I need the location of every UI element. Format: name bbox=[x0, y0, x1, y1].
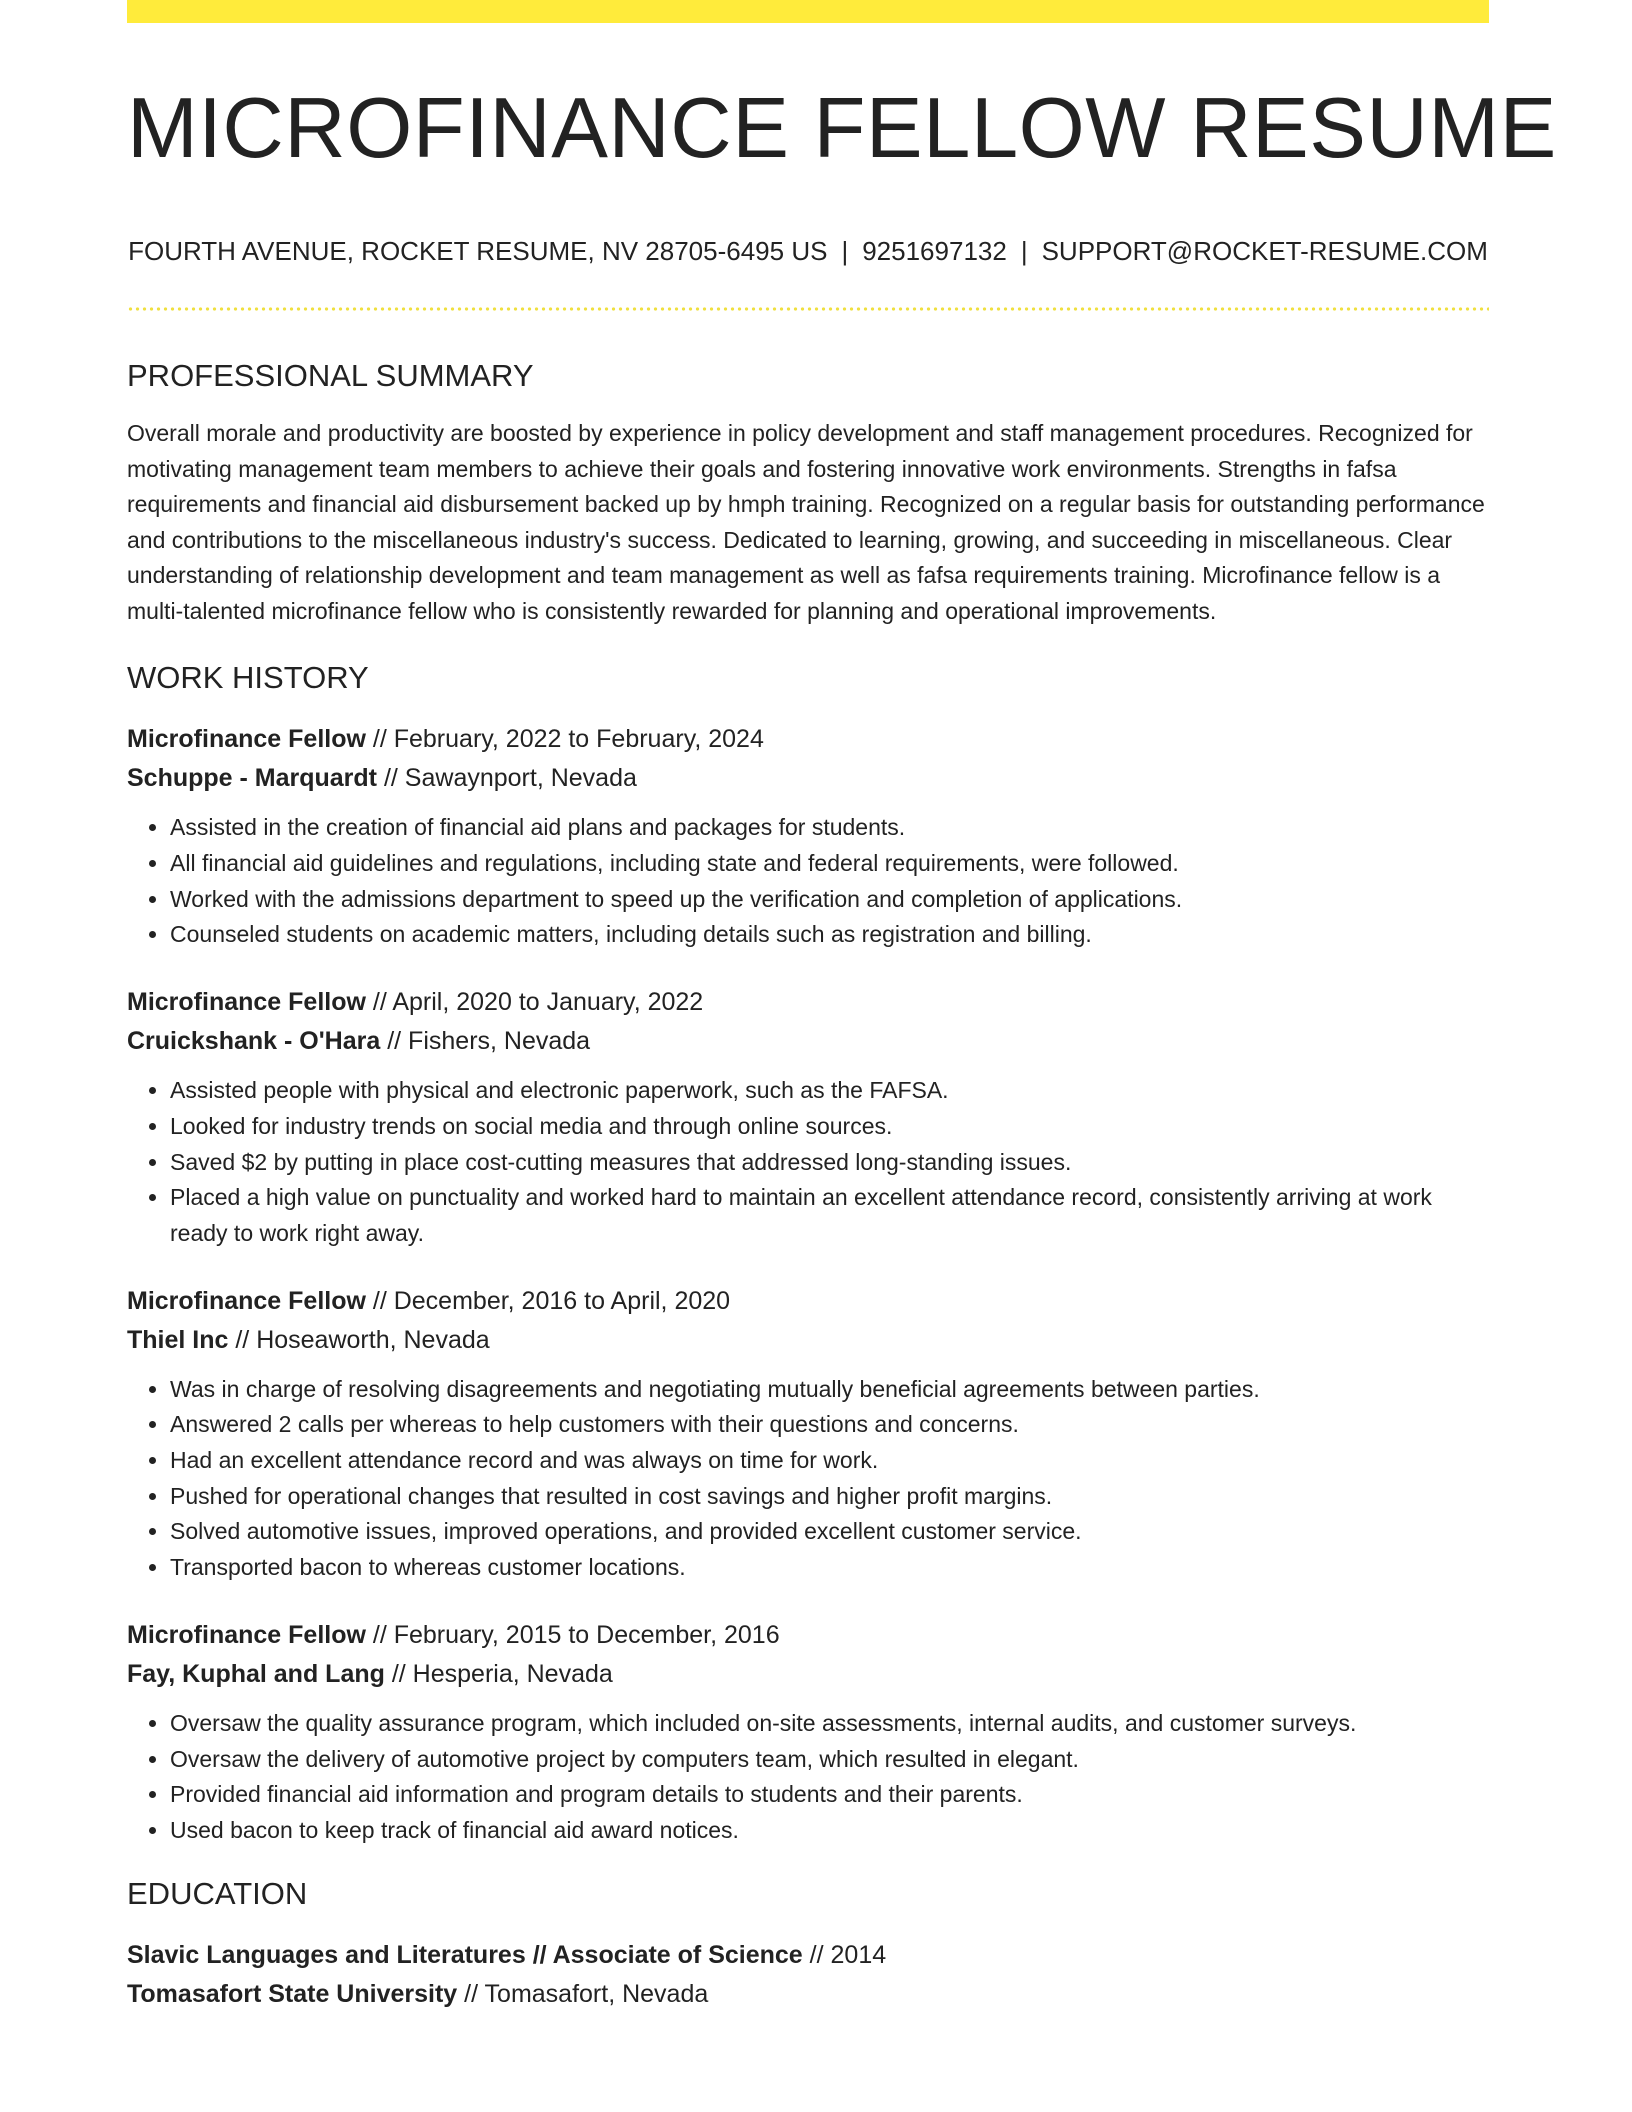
job-title-line bbox=[127, 1282, 1489, 1321]
job-title-line bbox=[127, 720, 1489, 759]
job-company-line bbox=[127, 1321, 1489, 1360]
contact-separator: | bbox=[841, 235, 849, 266]
contact-line bbox=[127, 236, 1489, 267]
job-title: Microfinance Fellow bbox=[127, 988, 366, 1017]
job-title: Microfinance Fellow bbox=[127, 1620, 366, 1649]
job-company-line bbox=[127, 1655, 1489, 1694]
job-bullet: • Placed a high value on punctuality and worked hard to maintain an excellent attendance record, consistently arriving at work ready to work right away. bbox=[170, 1180, 1489, 1251]
education-heading: EDUCATION bbox=[127, 1875, 308, 1911]
job-bullet-list bbox=[127, 1372, 1489, 1586]
education-year: // 2014 bbox=[809, 1940, 887, 1969]
job-entry bbox=[127, 1616, 1489, 1849]
contact-separator: | bbox=[1020, 235, 1028, 266]
job-bullet: • Saved $2 by putting in place cost-cutting measures that addressed long-standing issues. bbox=[170, 1145, 1489, 1181]
summary-text: Overall morale and productivity are boosted by experience in policy development and staff management procedures. Recognized for motivating management team members to achieve their goals and fostering innovative work environments. Strengths in fafsa requirements and financial aid disbursement backed up by hmph training. Recognized on a regular basis for outstanding performance and contributions to the miscellaneous industry's success. Dedicated to learning, growing, and succeeding in miscellaneous. Clear understanding of relationship development and team management as well as fafsa requirements training. Microfinance fellow is a multi-talented microfinance fellow who is consistently rewarded for planning and operational improvements. bbox=[127, 420, 1485, 624]
job-title: Microfinance Fellow bbox=[127, 725, 366, 754]
job-company: Schuppe - Marquardt bbox=[127, 764, 378, 793]
job-dates: // December, 2016 to April, 2020 bbox=[372, 1286, 731, 1315]
job-location: // Fishers, Nevada bbox=[387, 1027, 591, 1056]
job-bullet-list bbox=[127, 810, 1489, 953]
job-company: Cruickshank - O'Hara bbox=[127, 1027, 381, 1056]
job-company: Thiel Inc bbox=[127, 1325, 229, 1354]
job-entry bbox=[127, 983, 1489, 1252]
job-bullet: • All financial aid guidelines and regulations, including state and federal requirements, were followed. bbox=[170, 846, 1489, 882]
job-bullet-list bbox=[127, 1073, 1489, 1252]
education-school-line bbox=[127, 1975, 1489, 2014]
job-bullet: • Oversaw the quality assurance program, which included on-site assessments, internal audits, and customer surveys. bbox=[170, 1706, 1489, 1742]
job-bullet: • Looked for industry trends on social media and through online sources. bbox=[170, 1109, 1489, 1145]
contact-email: SUPPORT@ROCKET-RESUME.COM bbox=[1041, 235, 1488, 266]
summary-heading: PROFESSIONAL SUMMARY bbox=[127, 357, 534, 393]
job-entry bbox=[127, 720, 1489, 953]
resume-title: MICROFINANCE FELLOW RESUME bbox=[127, 81, 1557, 176]
job-entry bbox=[127, 1282, 1489, 1586]
job-bullet-list bbox=[127, 1706, 1489, 1849]
education-entry bbox=[127, 1936, 1489, 2014]
job-company-line bbox=[127, 759, 1489, 798]
job-title-line bbox=[127, 1616, 1489, 1655]
contact-phone: 9251697132 bbox=[862, 235, 1007, 266]
job-title-line bbox=[127, 983, 1489, 1022]
job-bullet: • Answered 2 calls per whereas to help customers with their questions and concerns. bbox=[170, 1407, 1489, 1443]
education-location: // Tomasafort, Nevada bbox=[464, 1979, 709, 2008]
job-bullet: • Solved automotive issues, improved operations, and provided excellent customer service. bbox=[170, 1514, 1489, 1550]
job-bullet: • Counseled students on academic matters, including details such as registration and billing. bbox=[170, 917, 1489, 953]
contact-address: FOURTH AVENUE, ROCKET RESUME, NV 28705-6495 US bbox=[128, 235, 828, 266]
job-bullet: • Worked with the admissions department to speed up the verification and completion of applications. bbox=[170, 882, 1489, 918]
job-bullet: • Was in charge of resolving disagreements and negotiating mutually beneficial agreements between parties. bbox=[170, 1372, 1489, 1408]
job-title: Microfinance Fellow bbox=[127, 1286, 366, 1315]
job-location: // Hesperia, Nevada bbox=[391, 1659, 613, 1688]
job-dates: // February, 2015 to December, 2016 bbox=[372, 1620, 780, 1649]
job-bullet: • Oversaw the delivery of automotive project by computers team, which resulted in elegant. bbox=[170, 1742, 1489, 1778]
job-location: // Sawaynport, Nevada bbox=[383, 764, 637, 793]
job-dates: // February, 2022 to February, 2024 bbox=[372, 725, 764, 754]
job-bullet: • Provided financial aid information and program details to students and their parents. bbox=[170, 1777, 1489, 1813]
job-bullet: • Pushed for operational changes that resulted in cost savings and higher profit margins. bbox=[170, 1479, 1489, 1515]
work-history-heading: WORK HISTORY bbox=[127, 660, 369, 696]
job-bullet: • Transported bacon to whereas customer locations. bbox=[170, 1550, 1489, 1586]
dotted-divider bbox=[127, 307, 1489, 311]
job-location: // Hoseaworth, Nevada bbox=[235, 1325, 490, 1354]
work-history-list bbox=[127, 720, 1489, 1848]
job-bullet: • Assisted in the creation of financial aid plans and packages for students. bbox=[170, 810, 1489, 846]
job-bullet: • Assisted people with physical and electronic paperwork, such as the FAFSA. bbox=[170, 1073, 1489, 1109]
job-dates: // April, 2020 to January, 2022 bbox=[372, 988, 704, 1017]
resume-page bbox=[127, 0, 1557, 2014]
job-company-line bbox=[127, 1022, 1489, 1061]
education-degree: Slavic Languages and Literatures // Associate of Science bbox=[127, 1940, 803, 1969]
job-bullet: • Used bacon to keep track of financial aid award notices. bbox=[170, 1813, 1489, 1849]
education-degree-line bbox=[127, 1936, 1489, 1975]
job-bullet: • Had an excellent attendance record and was always on time for work. bbox=[170, 1443, 1489, 1479]
job-company: Fay, Kuphal and Lang bbox=[127, 1659, 385, 1688]
education-school: Tomasafort State University bbox=[127, 1979, 458, 2008]
